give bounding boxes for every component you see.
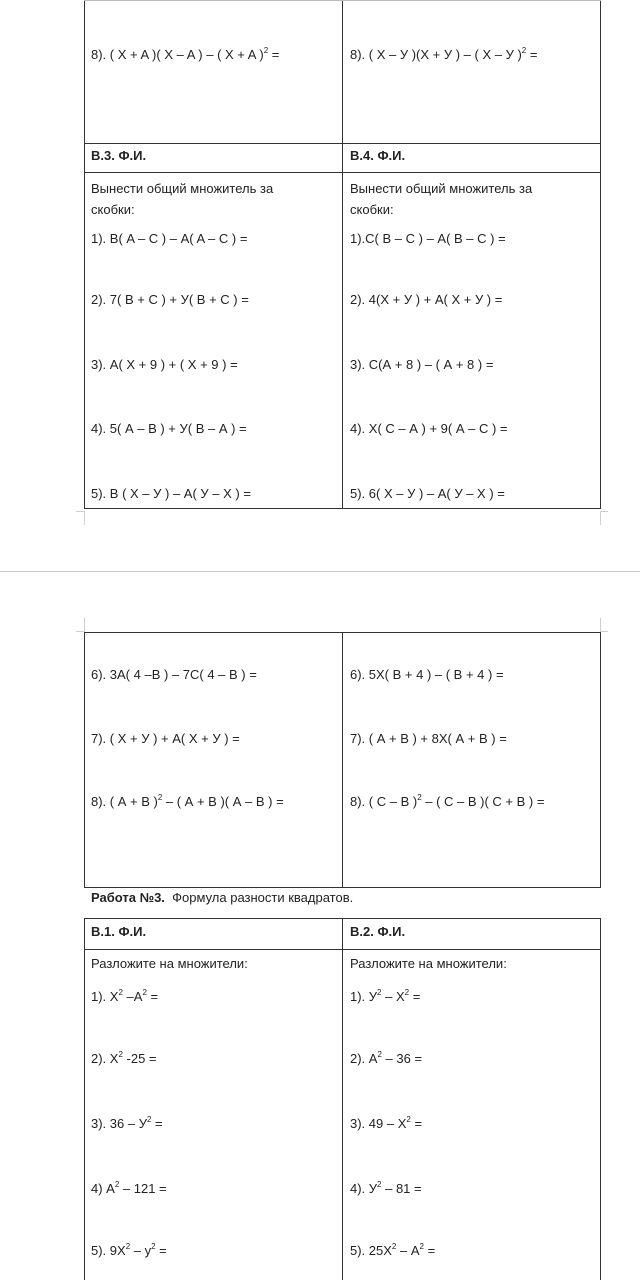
table-border: [600, 918, 601, 1280]
exercise-item: 1). $Х^2$ $-А^2$ =: [91, 988, 159, 1004]
table-border: [342, 918, 343, 1280]
exercise-item: 8). ( С – В )$^2$ – ( С – В )( С + В ) =: [350, 793, 545, 809]
page-corner-mark: [84, 511, 85, 525]
table-border: [84, 172, 601, 173]
page-separator: [0, 571, 640, 572]
exercise-item: 1).С( В – С ) – А( В – С ) =: [350, 231, 506, 246]
page-corner-mark: [600, 511, 608, 512]
exercise-item: 6). 5Х( В + 4 ) – ( В + 4 ) =: [350, 667, 504, 682]
exercise-item: 2). $А^2 - 36$ =: [350, 1050, 423, 1066]
variant-header: В.4. Ф.И.: [350, 148, 406, 163]
exercise-item: 6). 3А( 4 –В ) – 7С( 4 – В ) =: [91, 667, 257, 682]
table-border: [600, 632, 601, 888]
page-corner-mark: [600, 511, 601, 525]
exercise-item: 5). В ( Х – У ) – А( У – Х ) =: [91, 486, 251, 501]
exercise-item: 7). ( Х + У ) + А( Х + У ) =: [91, 731, 240, 746]
exercise-item: 1). $У^2 - Х^2$ =: [350, 988, 421, 1004]
table-border: [84, 508, 601, 509]
variant-header: В.3. Ф.И.: [91, 148, 147, 163]
page-corner-mark: [600, 618, 601, 632]
exercise-item: 3). С(А + 8 ) – ( А + 8 ) =: [350, 357, 494, 372]
exercise-item: 4) $А^2 - 121$ =: [91, 1180, 167, 1196]
page-corner-mark: [84, 618, 85, 632]
variant-header: В.1. Ф.И.: [91, 924, 147, 939]
exercise-item: 3). А( Х + 9 ) + ( Х + 9 ) =: [91, 357, 238, 372]
exercise-item: 3). $36 - У^2$ =: [91, 1115, 163, 1131]
exercise-item: 4). Х( С – А ) + 9( А – С ) =: [350, 421, 508, 436]
table-border: [342, 632, 343, 888]
table-border: [84, 632, 85, 888]
exercise-item: 2). 4(Х + У ) + А( Х + У ) =: [350, 292, 503, 307]
exercise-item: 3). $49 - Х^2$ =: [350, 1115, 423, 1131]
exercise-item: 4). 5( А – В ) + У( В – А ) =: [91, 421, 247, 436]
exercise-item: 7). ( А + В ) + 8Х( А + В ) =: [350, 731, 507, 746]
table-border: [84, 0, 85, 508]
instruction-text: Вынести общий множитель за скобки:: [91, 181, 274, 217]
instruction-text: Разложите на множители:: [91, 956, 248, 971]
page-corner-mark: [76, 631, 84, 632]
exercise-item: 8). ( А + В )$^2$ – ( А + В )( А – В ) =: [91, 793, 284, 809]
table-border: [84, 143, 601, 144]
page-corner-mark: [76, 511, 84, 512]
exercise-item: 8). ( X – У )(X + У ) – ( X – У )$^2$ =: [350, 46, 538, 62]
exercise-item: 5). $9Х^2 - у^2$ =: [91, 1242, 167, 1258]
exercise-item: 1). В( A – C ) – A( A – C ) =: [91, 231, 248, 246]
exercise-item: 2). $Х^2$ -25 =: [91, 1050, 157, 1066]
table-border: [84, 0, 601, 1]
exercise-item: 8). ( X + A )( X – A ) – ( X + A )$^2$ =: [91, 46, 280, 62]
exercise-item: 5). 6( Х – У ) – А( У – Х ) =: [350, 486, 505, 501]
instruction-text: Вынести общий множитель за скобки:: [350, 181, 533, 217]
page-corner-mark: [600, 631, 608, 632]
exercise-item: 4). $У^2 - 81$ =: [350, 1180, 422, 1196]
exercise-item: 5). $25Х^2 - А^2$ =: [350, 1242, 436, 1258]
exercise-item: 2). 7( В + С ) + У( В + С ) =: [91, 292, 249, 307]
table-border: [600, 0, 601, 508]
instruction-text: Разложите на множители:: [350, 956, 507, 971]
table-border: [84, 918, 85, 1280]
variant-header: В.2. Ф.И.: [350, 924, 406, 939]
table-border: [342, 0, 343, 508]
section-title: Работа №3. Формула разности квадратов.: [91, 890, 354, 905]
